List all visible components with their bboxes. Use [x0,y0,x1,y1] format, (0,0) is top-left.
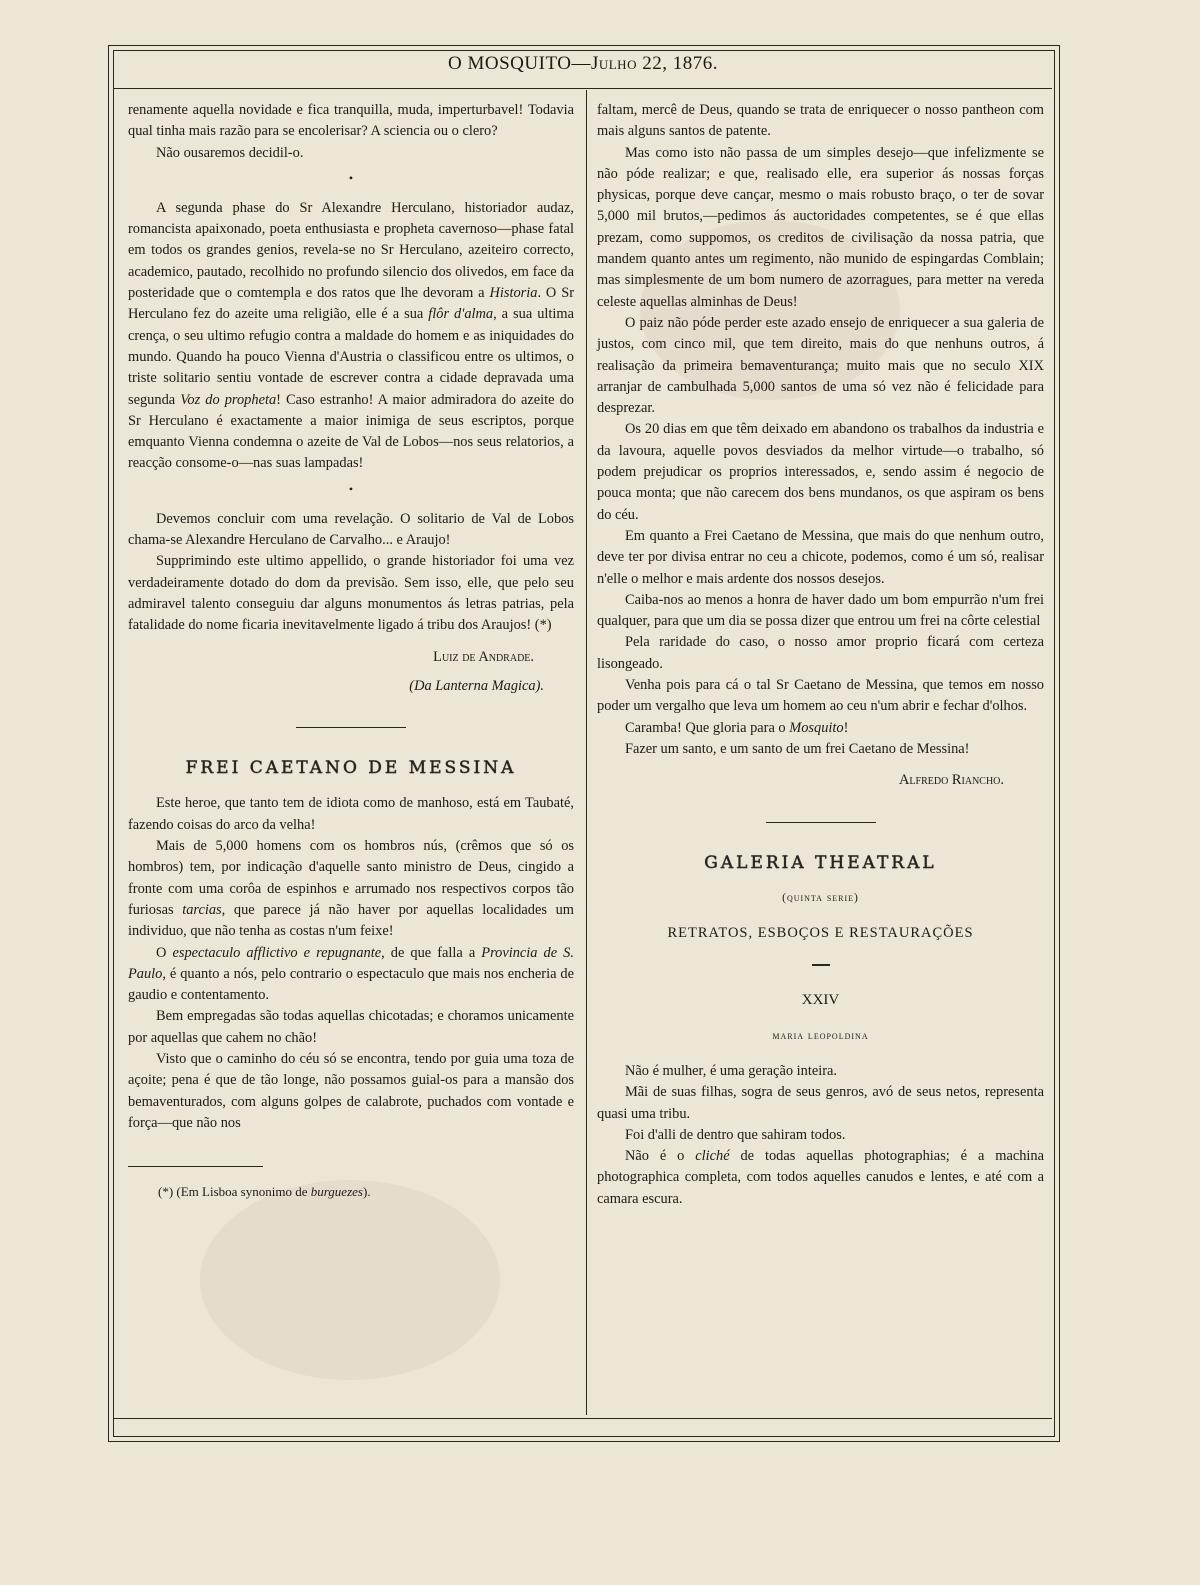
paragraph: O paiz não póde perder este azado ensejo de enriquecer a sua galeria de justos, com cinco mil, que tem direito, mais do que nenhuns outros, á realisação da primeira bemaventurança; muito mais que no seculo XIX arranjar de cambulhada 5,000 santos de uma só vez não é felicidade para desprezar. [597,314,1044,417]
footnote-rule [128,1166,263,1167]
paragraph: Bem empregadas são todas aquellas chicotadas; e choramos unicamente por aquellas que cahem no chão! [128,1008,574,1046]
paragraph: Devemos concluir com uma revelação. O solitario de Val de Lobos chama-se Alexandre Herculano de Carvalho... e Araujo! [128,510,574,549]
paragraph: Este heroe, que tanto tem de idiota como de manhoso, está em Taubaté, fazendo coisas do arco da velha! [128,795,574,833]
paragraph: Os 20 dias em que têm deixado em abandono os trabalhos da industria e da lavoura, aquelle povos desviados da melhor virtude—o trabalho, só podem prejudicar os proprios interessados, e, sendo assim é negocio de pouca monta; que não carecem dos bens mundanos, os que aspiram os bens do céu. [597,421,1044,523]
paragraph: Pela raridade do caso, o nosso amor proprio ficará com certeza lisongeado. [597,634,1044,672]
section-rule [766,822,876,823]
portrait-name: maria leopoldina [772,1029,869,1042]
masthead-title: O MOSQUITO— [448,53,591,74]
right-column [597,100,1044,1210]
paragraph: Não é mulher, é uma geração inteira. [625,1062,837,1079]
paragraph: Visto que o caminho do céu só se encontra, tendo por guia uma toza de açoite; pena é que de tão longe, não possamos guial-os para a mansão dos bemaventurados, com alguns golpes de calabrote, puchados com vontade e força—que não nos [128,1050,574,1131]
paragraph: Mas como isto não passa de um simples desejo—que infelizmente se não póde realizar; e que, realisado elle, era superior ás nossas forças physicas, porque deve cançar, mesmo o mais robusto braço, o ter de sovar 5,000 mil brutos,—pedimos ás auctoridades competentes, se é que ellas prezam, como suppomos, os creditos de civilisação da nossa patria, que mandem quanto antes um regimento, não munido de espingardas Comblain; mas simplesmente de um bom numero de azorragues, para metter na vereda celeste aquellas alminhas de Deus! [597,144,1044,310]
paragraph: Foi d'alli de dentro que sahiram todos. [625,1126,846,1143]
chapter-numeral: XXIV [801,992,840,1009]
series-label: (quinta serie) [782,891,859,904]
paragraph: Não é o cliché de todas aquellas photographias; é a machina photographica completa, com todos aquelles canudos e lentes, e até com a camara escura. [597,1148,1044,1207]
paragraph: Mãi de suas filhas, sogra de seus genros, avó de seus netos, representa quasi uma tribu. [597,1084,1044,1122]
bottom-rule [114,1418,1052,1419]
author-signature: Luiz de Andrade. [433,648,534,665]
paragraph: A segunda phase do Sr Alexandre Herculano, historiador audaz, romancista apaixonado, poeta enthusiasta e propheta cavernoso—phase fatal em todos os grandes genios, revela-se no Sr Herculano, azeiteiro correcto, academico, pautado, recolhido no profundo silencio dos olivedos, em face da posteridade que o comtempla e dos ratos que lhe devoram a Historia. O Sr Herculano fez do azeite uma religião, elle é a sua flôr d'alma, a sua ultima crença, o seu ultimo refugio contra a maldade do homem e as iniquidades do mundo. Quando ha pouco Vienna d'Austria o classificou entre os ultimos, o triste solitario sentiu vontade de escrever contra a cidade depravada uma segunda Voz do propheta! Caso estranho! A maior admiradora do azeite do Sr Herculano é exactamente a maior inimiga de seus escriptos, porque emquanto Vienna condemna o azeite de Val de Lobos—nos seus relatorios, a reacção consome-o—nas suas lampadas! [128,199,574,472]
column-divider [586,90,587,1415]
page-header [114,50,1052,89]
paragraph: renamente aquella novidade e fica tranquilla, muda, imperturbavel! Todavia qual tinha mais razão para se encolerisar? A sciencia ou o clero? [128,102,574,140]
section-title: FREI CAETANO DE MESSINA [185,758,517,779]
paragraph: Mais de 5,000 homens com os hombros nús, (crêmos que só os hombros) tem, por indicação d'aquelle santo ministro de Deus, cingido a fronte com uma corôa de espinhos e arrumado nos respectivos corpos tão furiosas tarcias, que parece já não haver por aquellas localidades um individuo, que não tenha as costas n'um feixe! [128,838,574,940]
masthead-date: Julho 22, 1876. [590,53,718,74]
paragraph: Caramba! Que gloria para o Mosquito! [625,719,849,736]
author-signature: Alfredo Riancho. [899,772,1004,789]
footnote: (*) (Em Lisboa synonimo de burguezes). [158,1184,371,1200]
paragraph: faltam, mercê de Deus, quando se trata de enriquecer o nosso pantheon com mais alguns santos de patente. [597,102,1044,140]
paragraph: Não ousaremos decidil-o. [156,144,304,161]
dash-rule [812,964,830,966]
paragraph: Venha pois para cá o tal Sr Caetano de Messina, que temos em nosso poder um vergalho que leva um homem ao ceu n'um abrir e fechar d'olhos. [597,677,1044,715]
section-rule [296,727,406,728]
section-subtitle: RETRATOS, ESBOÇOS E RESTAURAÇÕES [667,925,974,942]
left-column [128,100,574,1202]
paragraph: Caiba-nos ao menos a honra de haver dado um bom empurrão n'um frei qualquer, para que um dia se possa dizer que entrou um frei na côrte celestial [597,591,1044,630]
paragraph: Em quanto a Frei Caetano de Messina, que mais do que nenhum outro, deve ter por divisa entrar no ceu a chicote, podemos, como é um só, realisar n'elle o melhor e mais ardente dos nossos desejos. [597,527,1044,587]
section-ornament: • [348,170,354,185]
section-ornament: • [348,481,354,496]
paragraph: O espectaculo afflictivo e repugnante, de que falla a Provincia de S. Paulo, é quanto a nós, pelo contrario o espectaculo que mais nos encheria de gaudio e contentamento. [128,944,574,1004]
paragraph: Fazer um santo, e um santo de um frei Caetano de Messina! [625,740,970,757]
paragraph: Supprimindo este ultimo appellido, o grande historiador foi uma vez verdadeiramente dotado do dom da previsão. Sem isso, elle, que pelo seu admiravel talento conseguiu dar alguns monumentos ás letras patrias, pela fatalidade do nome ficaria inevitavelmente ligado á tribu dos Araujos! (*) [128,553,574,634]
source-credit: (Da Lanterna Magica). [409,677,544,694]
section-title: GALERIA THEATRAL [704,852,937,873]
